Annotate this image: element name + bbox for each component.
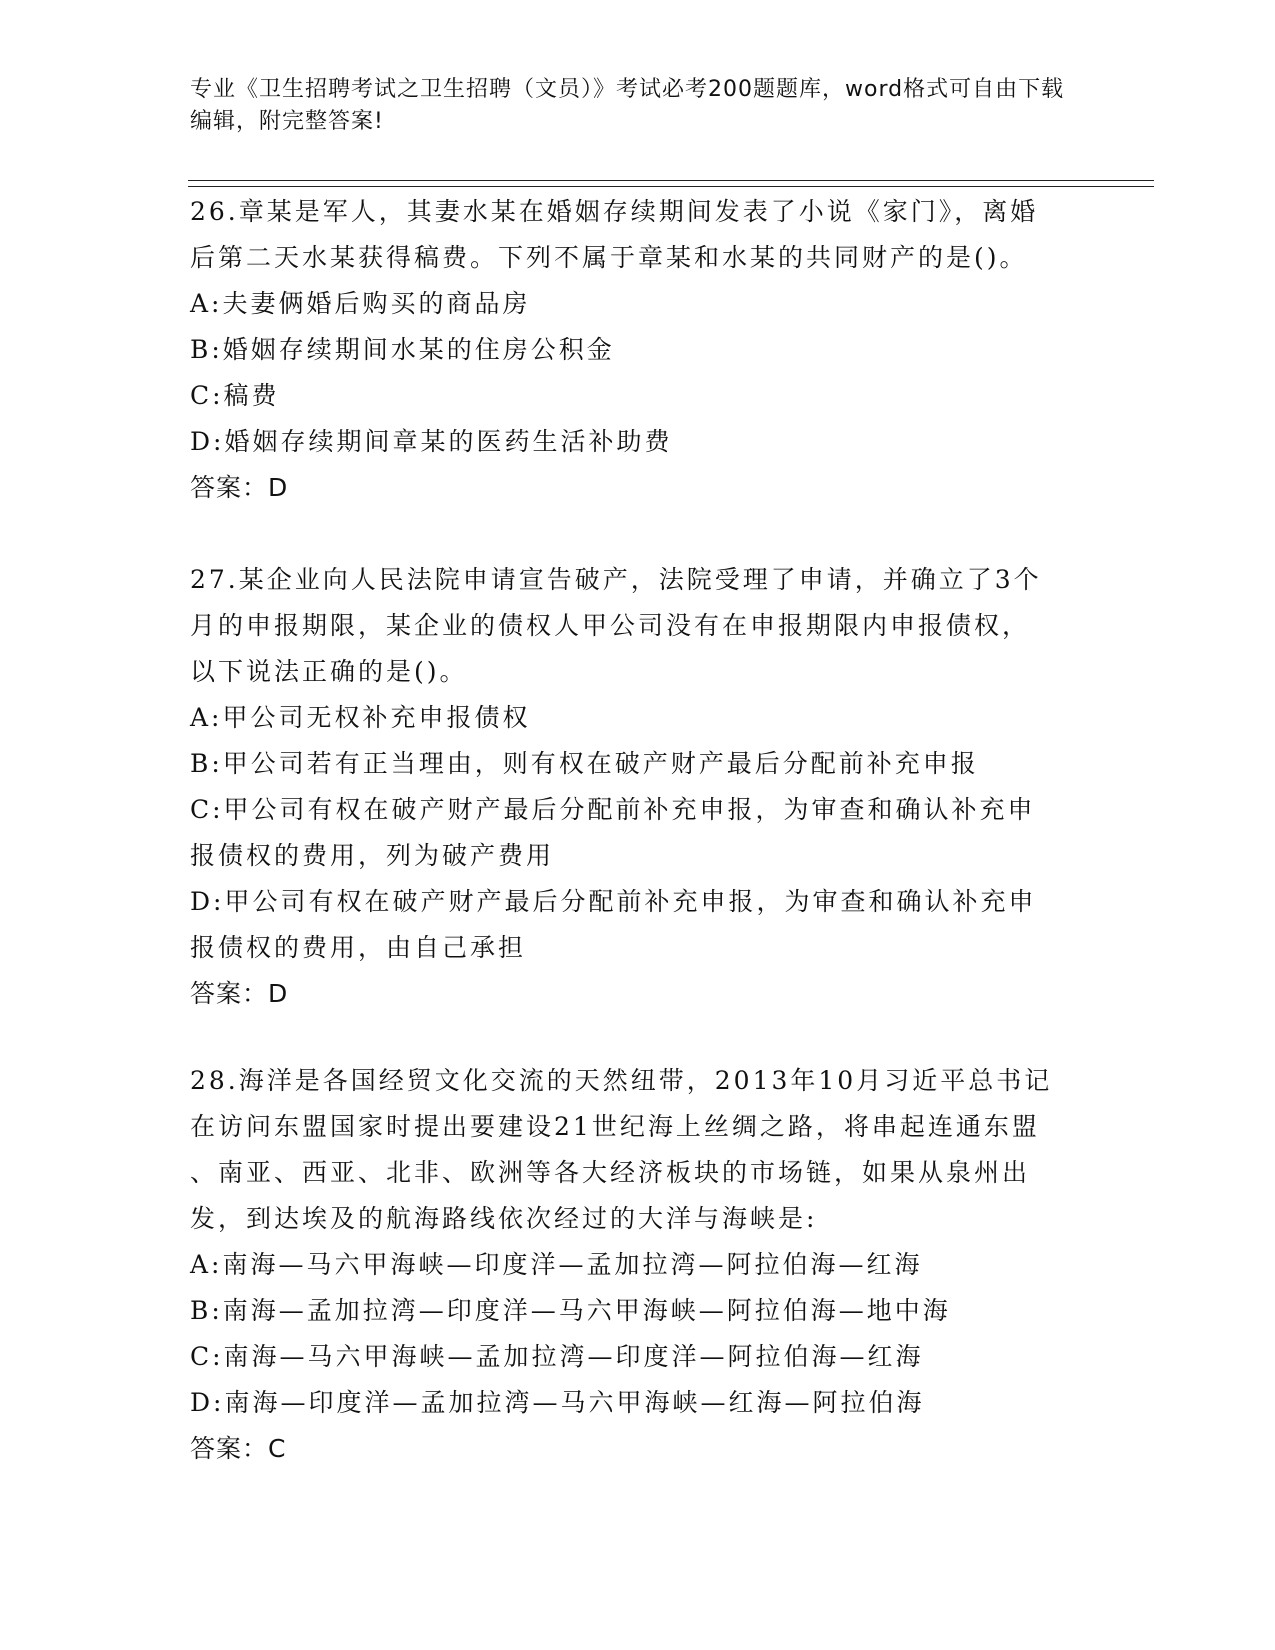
question-28 xyxy=(190,1058,1090,1472)
option-b: B:婚姻存续期间水某的住房公积金 xyxy=(190,335,615,364)
option-b: B:甲公司若有正当理由，则有权在破产财产最后分配前补充申报 xyxy=(190,749,979,778)
question-stem-line: 月的申报期限，某企业的债权人甲公司没有在申报期限内申报债权， xyxy=(190,611,1031,640)
option-d-continued: 报债权的费用，由自己承担 xyxy=(190,933,527,962)
question-stem-line: 27.某企业向人民法院申请宣告破产，法院受理了申请，并确立了3个 xyxy=(190,565,1042,594)
answer-label: 答案：C xyxy=(190,1434,287,1463)
option-c: C:南海—马六甲海峡—孟加拉湾—印度洋—阿拉伯海—红海 xyxy=(190,1342,924,1371)
option-d: D:南海—印度洋—孟加拉湾—马六甲海峡—红海—阿拉伯海 xyxy=(190,1388,925,1417)
option-a: A:甲公司无权补充申报债权 xyxy=(190,703,531,732)
question-stem-line: 28.海洋是各国经贸文化交流的天然纽带，2013年10月习近平总书记 xyxy=(190,1066,1053,1095)
option-b: B:南海—孟加拉湾—印度洋—马六甲海峡—阿拉伯海—地中海 xyxy=(190,1296,951,1325)
document-header: 专业《卫生招聘考试之卫生招聘（文员）》考试必考200题题库，word格式可自由下载编辑，附完整答案! xyxy=(190,77,1065,134)
answer-label: 答案：D xyxy=(190,979,289,1008)
question-stem-line: 以下说法正确的是()。 xyxy=(190,657,468,686)
option-d: D:婚姻存续期间章某的医药生活补助费 xyxy=(190,427,673,456)
question-27 xyxy=(190,557,1090,1017)
option-c: C:甲公司有权在破产财产最后分配前补充申报，为审查和确认补充申 xyxy=(190,795,1036,824)
question-stem-line: 发，到达埃及的航海路线依次经过的大洋与海峡是: xyxy=(190,1204,818,1233)
option-d: D:甲公司有权在破产财产最后分配前补充申报，为审查和确认补充申 xyxy=(190,887,1037,916)
option-a: A:夫妻俩婚后购买的商品房 xyxy=(190,289,531,318)
question-stem-line: 、南亚、西亚、北非、欧洲等各大经济板块的市场链，如果从泉州出 xyxy=(190,1158,1031,1187)
question-stem-line: 26.章某是军人，其妻水某在婚姻存续期间发表了小说《家门》，离婚 xyxy=(190,197,1039,226)
option-c-continued: 报债权的费用，列为破产费用 xyxy=(190,841,555,870)
option-c: C:稿费 xyxy=(190,381,280,410)
option-a: A:南海—马六甲海峡—印度洋—孟加拉湾—阿拉伯海—红海 xyxy=(190,1250,923,1279)
header-divider-bottom xyxy=(188,186,1154,187)
question-stem-line: 在访问东盟国家时提出要建设21世纪海上丝绸之路，将串起连通东盟 xyxy=(190,1112,1040,1141)
question-stem-line: 后第二天水某获得稿费。下列不属于章某和水某的共同财产的是()。 xyxy=(190,243,1028,272)
answer-label: 答案：D xyxy=(190,473,289,502)
question-26 xyxy=(190,189,1090,511)
header-divider-top xyxy=(188,180,1154,181)
